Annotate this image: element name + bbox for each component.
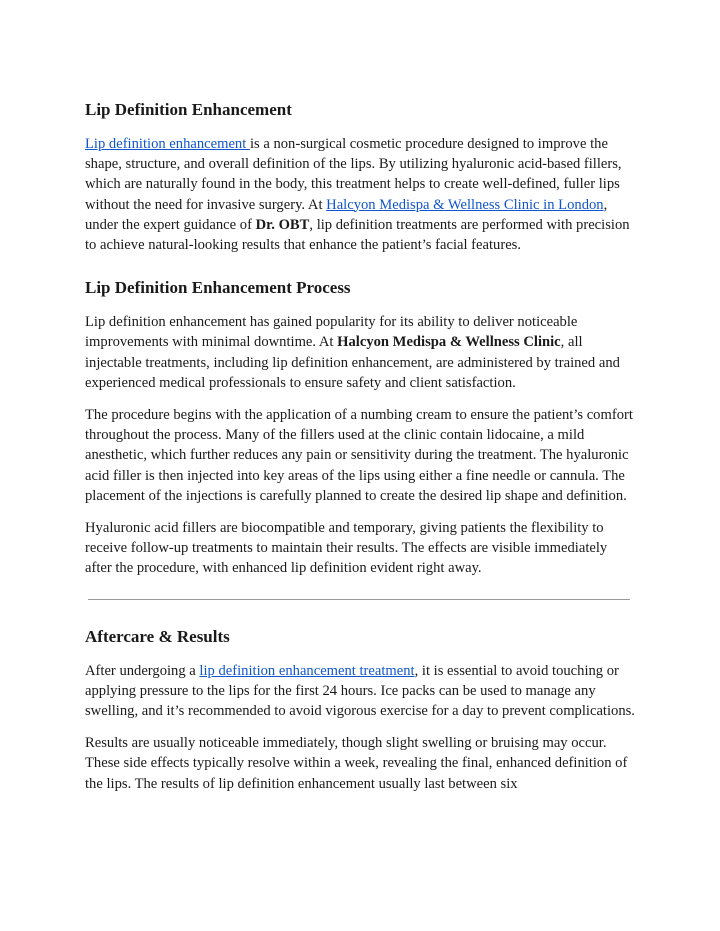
section-heading: Lip Definition Enhancement Process xyxy=(85,278,351,298)
process-paragraph-3: Hyaluronic acid fillers are biocompatible and temporary, giving patients the flexibility to receive follow-up treatments to maintain their results. The effects are visible immediately after the procedure, with enhanced lip definition evident right away. xyxy=(85,520,608,577)
process-paragraph-2: The procedure begins with the application of a numbing cream to ensure the patient’s comfort throughout the process. Many of the fillers used at the clinic contain lidocaine, a mild anesthetic, which further reduces any pain or sensitivity during the treatment. The hyaluronic acid filler is then injected into key areas of the lips using either a fine needle or cannula. The placement of the injections is carefully planned to create the desired lip shape and definition. xyxy=(85,407,633,504)
paragraph-text: Lip definition enhancement has gained popularity for its ability to deliver noticeable improvements with minimal downtime. At xyxy=(85,314,578,351)
clinic-name: Halcyon Medispa & Wellness Clinic xyxy=(337,334,561,351)
clinic-link[interactable]: Halcyon Medispa & Wellness Clinic in London xyxy=(326,196,604,213)
horizontal-divider xyxy=(88,599,630,600)
paragraph-text: After undergoing a xyxy=(85,662,200,679)
paragraph-text: is a non-surgical cosmetic procedure designed to improve the shape, structure, and overall definition of the lips. By utilizing hyaluronic acid-based fillers, which are naturally found in the body, this treatment helps to create well-defined, fuller lips without the need for invasive surgery. At xyxy=(85,136,622,213)
aftercare-paragraph-2: Results are usually noticeable immediately, though slight swelling or bruising may occur. These side effects typically resolve within a week, revealing the final, enhanced definition of the lips. The results of lip definition enhancement usually last between six xyxy=(85,735,628,792)
lip-definition-link[interactable]: Lip definition enhancement xyxy=(85,136,250,152)
section-heading: Lip Definition Enhancement xyxy=(85,100,292,119)
paragraph-text: , lip definition treatments are performed with precision to achieve natural-looking results that enhance the patient’s facial features. xyxy=(85,216,630,254)
process-paragraph-1 xyxy=(85,312,637,393)
doctor-name: Dr. OBT xyxy=(255,216,310,233)
section-heading: Aftercare & Results xyxy=(85,626,230,646)
intro-paragraph xyxy=(85,134,637,255)
section-lip-definition-enhancement xyxy=(85,99,637,255)
document-page xyxy=(85,99,637,806)
treatment-link[interactable]: lip definition enhancement treatment xyxy=(199,662,415,679)
paragraph-text: , it is essential to avoid touching or applying pressure to the lips for the first 24 hours. Ice packs can be used to manage any swelling, and it’s recommended to avoid vigorous exercise for a day to prevent complications. xyxy=(85,662,635,720)
aftercare-paragraph-1 xyxy=(85,661,637,722)
paragraph-text: , all injectable treatments, including lip definition enhancement, are administered by trained and experienced medical professionals to ensure safety and client satisfaction. xyxy=(85,334,620,391)
section-process xyxy=(85,277,637,578)
paragraph-text: , under the expert guidance of xyxy=(85,196,608,233)
section-aftercare xyxy=(85,626,637,794)
